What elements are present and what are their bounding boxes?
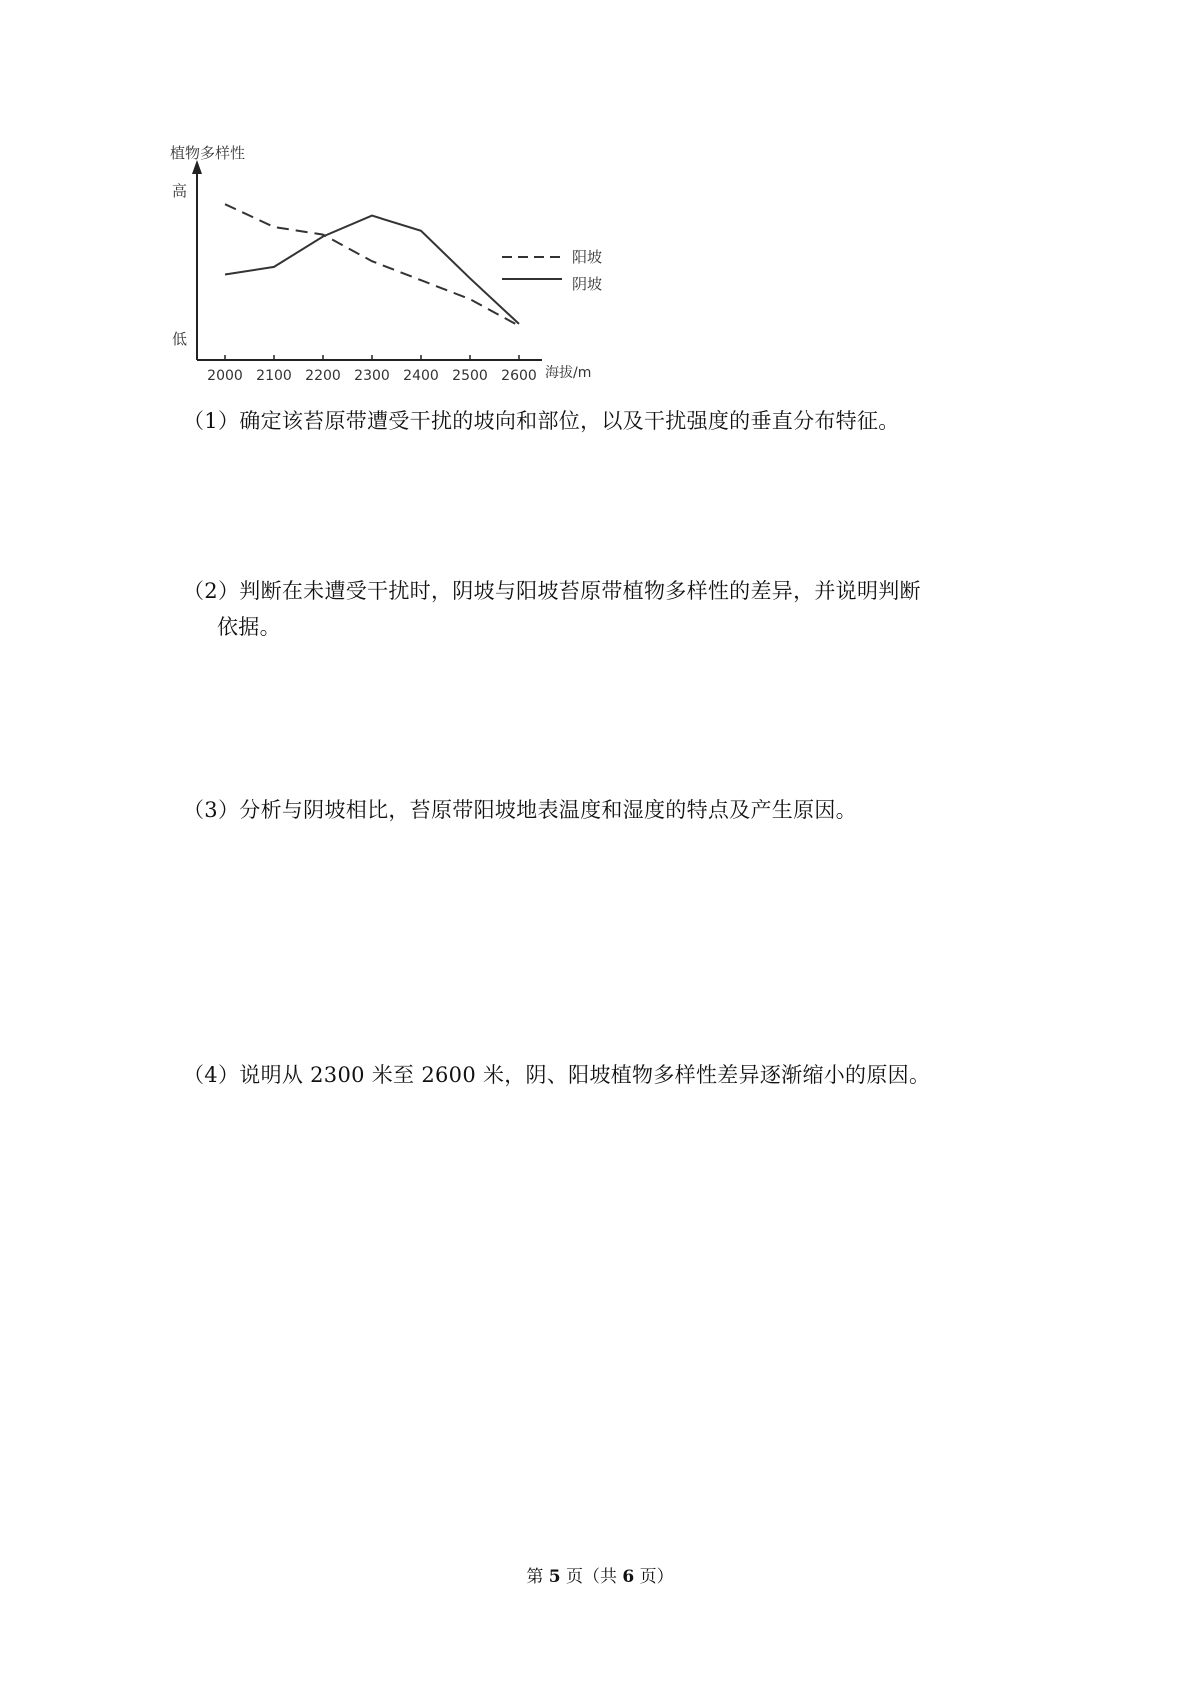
x-tick-label: 2400 — [403, 368, 439, 384]
legend-label-shady: 阴坡 — [572, 275, 603, 293]
series-line-sunny-slope — [225, 204, 519, 326]
y-low-label: 低 — [172, 330, 188, 348]
question-number: （3） — [183, 798, 240, 822]
question-number: （4） — [183, 1063, 240, 1087]
x-tick-label: 2600 — [501, 368, 537, 384]
y-high-label: 高 — [172, 182, 188, 200]
y-axis-arrow — [192, 160, 202, 174]
legend-label-sunny: 阳坡 — [572, 248, 603, 266]
series-line-shady-slope — [225, 216, 519, 324]
question-3 — [183, 792, 857, 828]
diversity-altitude-chart — [170, 140, 670, 430]
x-axis-title: 海拔/m — [545, 365, 592, 381]
page-footer: 第 5 页（共 6 页） — [526, 1567, 674, 1587]
question-2 — [183, 573, 921, 645]
question-text: 确定该苔原带遭受干扰的坡向和部位，以及干扰强度的垂直分布特征。 — [239, 409, 900, 433]
x-tick-label: 2000 — [207, 368, 243, 384]
page-total: 6 — [622, 1567, 635, 1587]
y-axis-title: 植物多样性 — [170, 144, 246, 162]
page-number: 5 — [548, 1567, 561, 1587]
question-number: （2） — [183, 579, 240, 603]
x-tick-label: 2100 — [256, 368, 292, 384]
question-text: 说明从 2300 米至 2600 米，阴、阳坡植物多样性差异逐渐缩小的原因。 — [239, 1063, 931, 1087]
x-tick-label: 2300 — [354, 368, 390, 384]
question-4 — [183, 1057, 930, 1093]
x-tick-label: 2500 — [452, 368, 488, 384]
question-text: 分析与阴坡相比，苔原带阳坡地表温度和湿度的特点及产生原因。 — [239, 798, 857, 822]
question-text-continuation: 依据。 — [217, 615, 281, 639]
x-tick-label: 2200 — [305, 368, 341, 384]
question-text: 判断在未遭受干扰时，阴坡与阳坡苔原带植物多样性的差异，并说明判断 — [239, 579, 921, 603]
question-number: （1） — [183, 409, 240, 433]
question-1 — [183, 403, 900, 439]
